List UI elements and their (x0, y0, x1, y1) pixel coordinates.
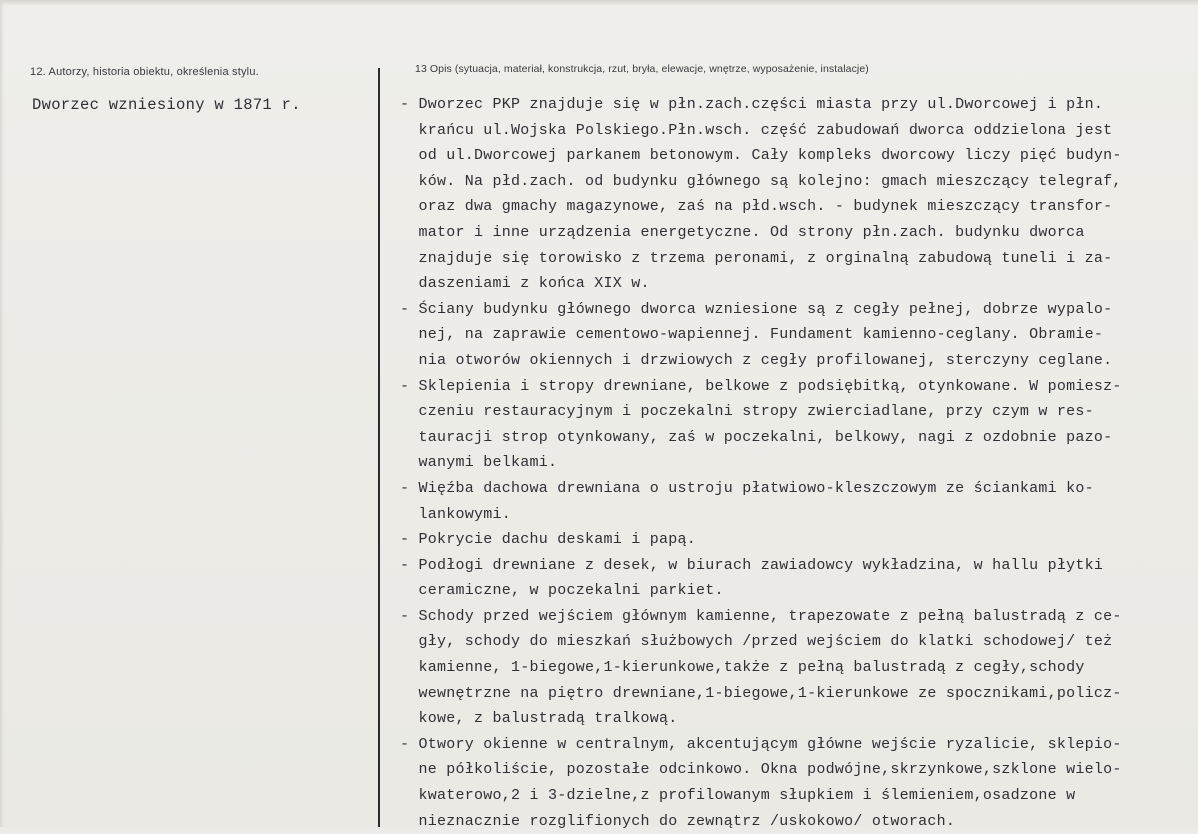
construction-date-text: Dworzec wzniesiony w 1871 r. (32, 96, 301, 114)
section-13-header: 13 Opis (sytuacja, materiał, konstrukcja, rzut, bryła, elewacje, wnętrze, wyposażenie, instalacje) (415, 63, 869, 75)
description-line: czeniu restauracyjnym i poczekalni stropy zwierciadlane, przy czym w res- (400, 403, 1094, 421)
description-line: daszeniami z końca XIX w. (400, 275, 650, 293)
page-top-shadow (0, 0, 1198, 6)
description-line: od ul.Dworcowej parkanem betonowym. Cały kompleks dworcowy liczy pięć budyn- (400, 147, 1122, 165)
description-line: - Pokrycie dachu deskami i papą. (400, 531, 697, 549)
description-line: nia otworów okiennych i drzwiowych z cegły profilowanej, sterczyny ceglane. (400, 351, 1113, 369)
description-line: znajduje się torowisko z trzema peronami, z orginalną zabudową tuneli i za- (400, 249, 1113, 267)
description-line: - Dworzec PKP znajduje się w płn.zach.części miasta przy ul.Dworcowej i płn. (400, 96, 1104, 113)
description-line: lankowymi. (400, 505, 512, 523)
page-left-shadow (0, 0, 4, 827)
description-line: krańcu ul.Wojska Polskiego.Płn.wsch. część zabudowań dworca oddzielona jest (400, 121, 1113, 139)
description-line: - Otwory okienne w centralnym, akcentującym główne wejście ryzalicie, sklepio- (400, 735, 1122, 753)
column-divider (378, 68, 380, 827)
description-line: - Schody przed wejściem głównym kamienne, trapezowate z pełną balustradą z ce- (400, 607, 1122, 625)
description-line: mator i inne urządzenia energetyczne. Od strony płn.zach. budynku dworca (400, 223, 1085, 241)
description-line: oraz dwa gmachy magazynowe, zaś na płd.wsch. - budynek mieszczący transfor- (400, 198, 1113, 216)
description-line: kowe, z balustradą tralkową. (400, 710, 678, 728)
description-line: nej, na zaprawie cementowo-wapiennej. Fundament kamienno-ceglany. Obramie- (400, 326, 1104, 344)
description-line: gły, schody do mieszkań służbowych /przed wejściem do klatki schodowej/ też (400, 633, 1113, 651)
description-line: ceramiczne, w poczekalni parkiet. (400, 582, 724, 600)
description-text (400, 92, 1190, 834)
description-line: - Ściany budynku głównego dworca wzniesione są z cegły pełnej, dobrze wypalo- (400, 300, 1113, 318)
description-line: ków. Na płd.zach. od budynku głównego są kolejno: gmach mieszczący telegraf, (400, 172, 1122, 190)
description-line: nieznacznie rozglifionych do zewnątrz /uskokowo/ otworach. (400, 812, 956, 830)
description-line: tauracji strop otynkowany, zaś w poczekalni, belkowy, nagi z ozdobnie pazo- (400, 428, 1113, 446)
description-line: kwaterowo,2 i 3-dzielne,z profilowanym słupkiem i ślemieniem,osadzone w (400, 787, 1076, 805)
description-line: kamienne, 1-biegowe,1-kierunkowe,także z pełną balustradą z cegły,schody (400, 659, 1085, 677)
description-line: - Sklepienia i stropy drewniane, belkowe z podsiębitką, otynkowane. W pomiesz- (400, 377, 1122, 395)
description-line: - Więźba dachowa drewniana o ustroju płatwiowo-kleszczowym ze ściankami ko- (400, 479, 1094, 497)
description-line: wanymi belkami. (400, 454, 558, 472)
description-line: - Podłogi drewniane z desek, w biurach zawiadowcy wykładzina, w hallu płytki (400, 556, 1104, 574)
description-line: wewnętrzne na piętro drewniane,1-biegowe,1-kierunkowe ze spocznikami,policz- (400, 684, 1122, 702)
section-12-header: 12. Autorzy, historia obiektu, określenia stylu. (30, 66, 259, 78)
description-line: ne półkoliście, pozostałe odcinkowo. Okna podwójne,skrzynkowe,szklone wielo- (400, 761, 1122, 779)
